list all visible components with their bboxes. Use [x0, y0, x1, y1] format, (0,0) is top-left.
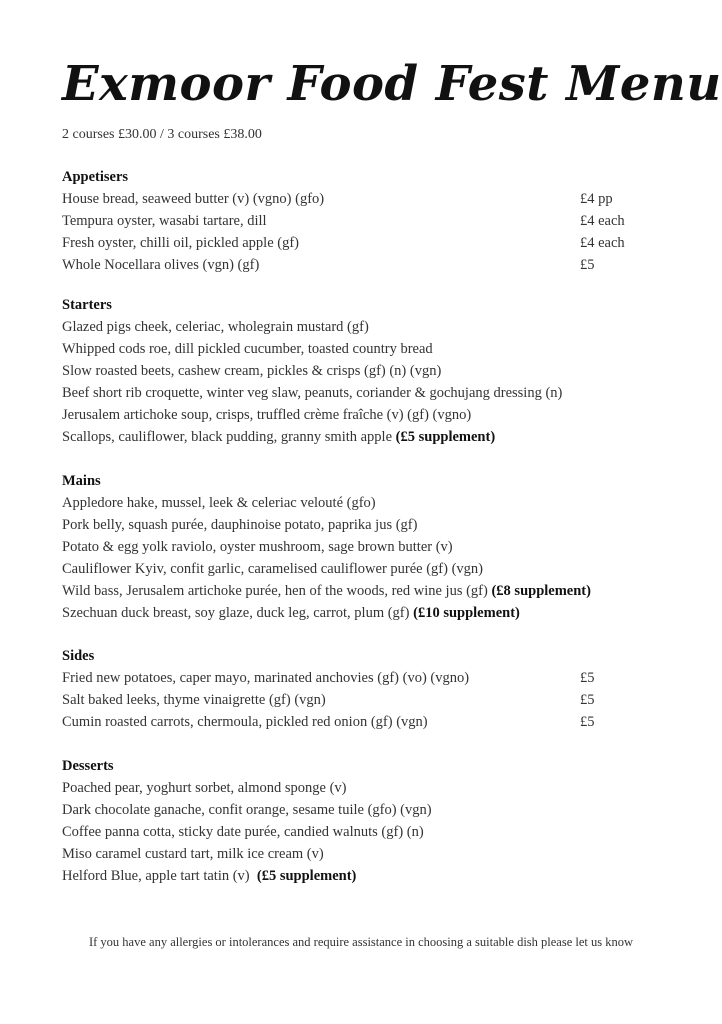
menu-item-name: Glazed pigs cheek, celeriac, wholegrain mustard (gf): [62, 319, 369, 335]
menu-item-supplement: (£5 supplement): [395, 429, 496, 445]
menu-item-name-wrap: [62, 360, 580, 382]
menu-item-name: Potato & egg yolk raviolo, oyster mushroom, sage brown butter (v): [62, 539, 453, 555]
menu-item-name: Dark chocolate ganache, confit orange, sesame tuile (gfo) (vgn): [62, 802, 432, 818]
section-desserts: [62, 755, 662, 887]
section-mains: [62, 470, 662, 624]
menu-item-name-wrap: [62, 232, 580, 254]
menu-item-name: Wild bass, Jerusalem artichoke purée, hen of the woods, red wine jus (gf): [62, 583, 492, 599]
menu-item-supplement: (£5 supplement): [256, 868, 357, 884]
menu-item-name: Cumin roasted carrots, chermoula, pickled red onion (gf) (vgn): [62, 714, 428, 730]
menu-item: [62, 865, 662, 887]
menu-item-name: Whole Nocellara olives (vgn) (gf): [62, 257, 260, 273]
menu-item-name: Beef short rib croquette, winter veg slaw, peanuts, coriander & gochujang dressing (n): [62, 385, 563, 401]
menu-item-name-wrap: [62, 382, 580, 404]
menu-item: [62, 426, 662, 448]
allergy-notice: If you have any allergies or intolerances and require assistance in choosing a suitable dish please let us know: [88, 935, 634, 949]
menu-item-name: Salt baked leeks, thyme vinaigrette (gf) (vgn): [62, 692, 326, 708]
menu-item: [62, 602, 662, 624]
section-sides: [62, 645, 662, 733]
menu-item-name-wrap: [62, 843, 580, 865]
menu-item-name-wrap: [62, 580, 591, 602]
menu-item: [62, 210, 662, 232]
menu-item: [62, 689, 662, 711]
menu-item: [62, 188, 662, 210]
menu-item-name-wrap: [62, 821, 580, 843]
menu-item: [62, 843, 662, 865]
menu-item: [62, 821, 662, 843]
menu-item-name: Helford Blue, apple tart tatin (v): [62, 868, 257, 884]
menu-item-name-wrap: [62, 404, 580, 426]
menu-item: [62, 382, 662, 404]
menu-item-name: Whipped cods roe, dill pickled cucumber, toasted country bread: [62, 341, 433, 357]
menu-item: [62, 360, 662, 382]
section-heading: Sides: [62, 648, 95, 664]
menu-item-name-wrap: [62, 536, 580, 558]
menu-item: [62, 338, 662, 360]
menu-item-name-wrap: [62, 689, 580, 711]
menu-item: [62, 316, 662, 338]
menu-item-name: House bread, seaweed butter (v) (vgno) (gfo): [62, 191, 325, 207]
menu-item-name-wrap: [62, 254, 580, 276]
menu-item-name: Szechuan duck breast, soy glaze, duck leg, carrot, plum (gf): [62, 605, 414, 621]
menu-item-name-wrap: [62, 777, 580, 799]
menu-item-price: £5: [580, 257, 595, 273]
menu-item-name: Tempura oyster, wasabi tartare, dill: [62, 213, 267, 229]
menu-item: [62, 404, 662, 426]
menu-item-price: £5: [580, 692, 595, 708]
menu-item: [62, 536, 662, 558]
menu-item-name-wrap: [62, 188, 580, 210]
course-pricing: 2 courses £30.00 / 3 courses £38.00: [62, 127, 262, 142]
menu-item-name: Fresh oyster, chilli oil, pickled apple (gf): [62, 235, 299, 251]
menu-item: [62, 777, 662, 799]
menu-item-name: Slow roasted beets, cashew cream, pickles & crisps (gf) (n) (vgn): [62, 363, 442, 379]
menu-item: [62, 799, 662, 821]
menu-item: [62, 558, 662, 580]
menu-item-name: Poached pear, yoghurt sorbet, almond sponge (v): [62, 780, 347, 796]
menu-title: Exmoor Food Fest Menu: [62, 56, 722, 112]
menu-item: [62, 667, 662, 689]
menu-item-name-wrap: [62, 602, 580, 624]
menu-item-name: Scallops, cauliflower, black pudding, granny smith apple: [62, 429, 396, 445]
menu-item-name-wrap: [62, 865, 580, 887]
menu-item-supplement: (£10 supplement): [413, 605, 520, 621]
menu-item-price: £4 each: [580, 213, 625, 229]
section-appetisers: [62, 166, 662, 276]
menu-item-name: Coffee panna cotta, sticky date purée, candied walnuts (gf) (n): [62, 824, 424, 840]
menu-item-name-wrap: [62, 338, 580, 360]
menu-item-price: £4 each: [580, 235, 625, 251]
menu-item-name: Cauliflower Kyiv, confit garlic, caramelised cauliflower purée (gf) (vgn): [62, 561, 483, 577]
section-heading: Desserts: [62, 758, 114, 774]
menu-item-name: Appledore hake, mussel, leek & celeriac velouté (gfo): [62, 495, 376, 511]
menu-item: [62, 254, 662, 276]
menu-item-name: Miso caramel custard tart, milk ice cream (v): [62, 846, 324, 862]
menu-item: [62, 492, 662, 514]
menu-item: [62, 514, 662, 536]
menu-item-name: Fried new potatoes, caper mayo, marinated anchovies (gf) (vo) (vgno): [62, 670, 470, 686]
menu-item-name-wrap: [62, 210, 580, 232]
menu-item-price: £4 pp: [580, 191, 613, 207]
section-starters: [62, 294, 662, 448]
menu-item-name-wrap: [62, 667, 580, 689]
menu-item-name-wrap: [62, 492, 580, 514]
menu-item: [62, 232, 662, 254]
section-heading: Appetisers: [62, 169, 129, 185]
menu-item: [62, 580, 662, 602]
menu-item-name-wrap: [62, 514, 580, 536]
menu-item-name-wrap: [62, 799, 580, 821]
menu-item-price: £5: [580, 714, 595, 730]
menu-item-name-wrap: [62, 711, 580, 733]
menu-item-name-wrap: [62, 426, 580, 448]
menu-item-name: Jerusalem artichoke soup, crisps, truffled crème fraîche (v) (gf) (vgno): [62, 407, 472, 423]
menu-item-name-wrap: [62, 316, 580, 338]
section-heading: Mains: [62, 473, 101, 489]
menu-item-price: £5: [580, 670, 595, 686]
menu-item-supplement: (£8 supplement): [491, 583, 591, 599]
menu-item: [62, 711, 662, 733]
section-heading: Starters: [62, 297, 112, 313]
menu-item-name-wrap: [62, 558, 580, 580]
menu-item-name: Pork belly, squash purée, dauphinoise potato, paprika jus (gf): [62, 517, 418, 533]
